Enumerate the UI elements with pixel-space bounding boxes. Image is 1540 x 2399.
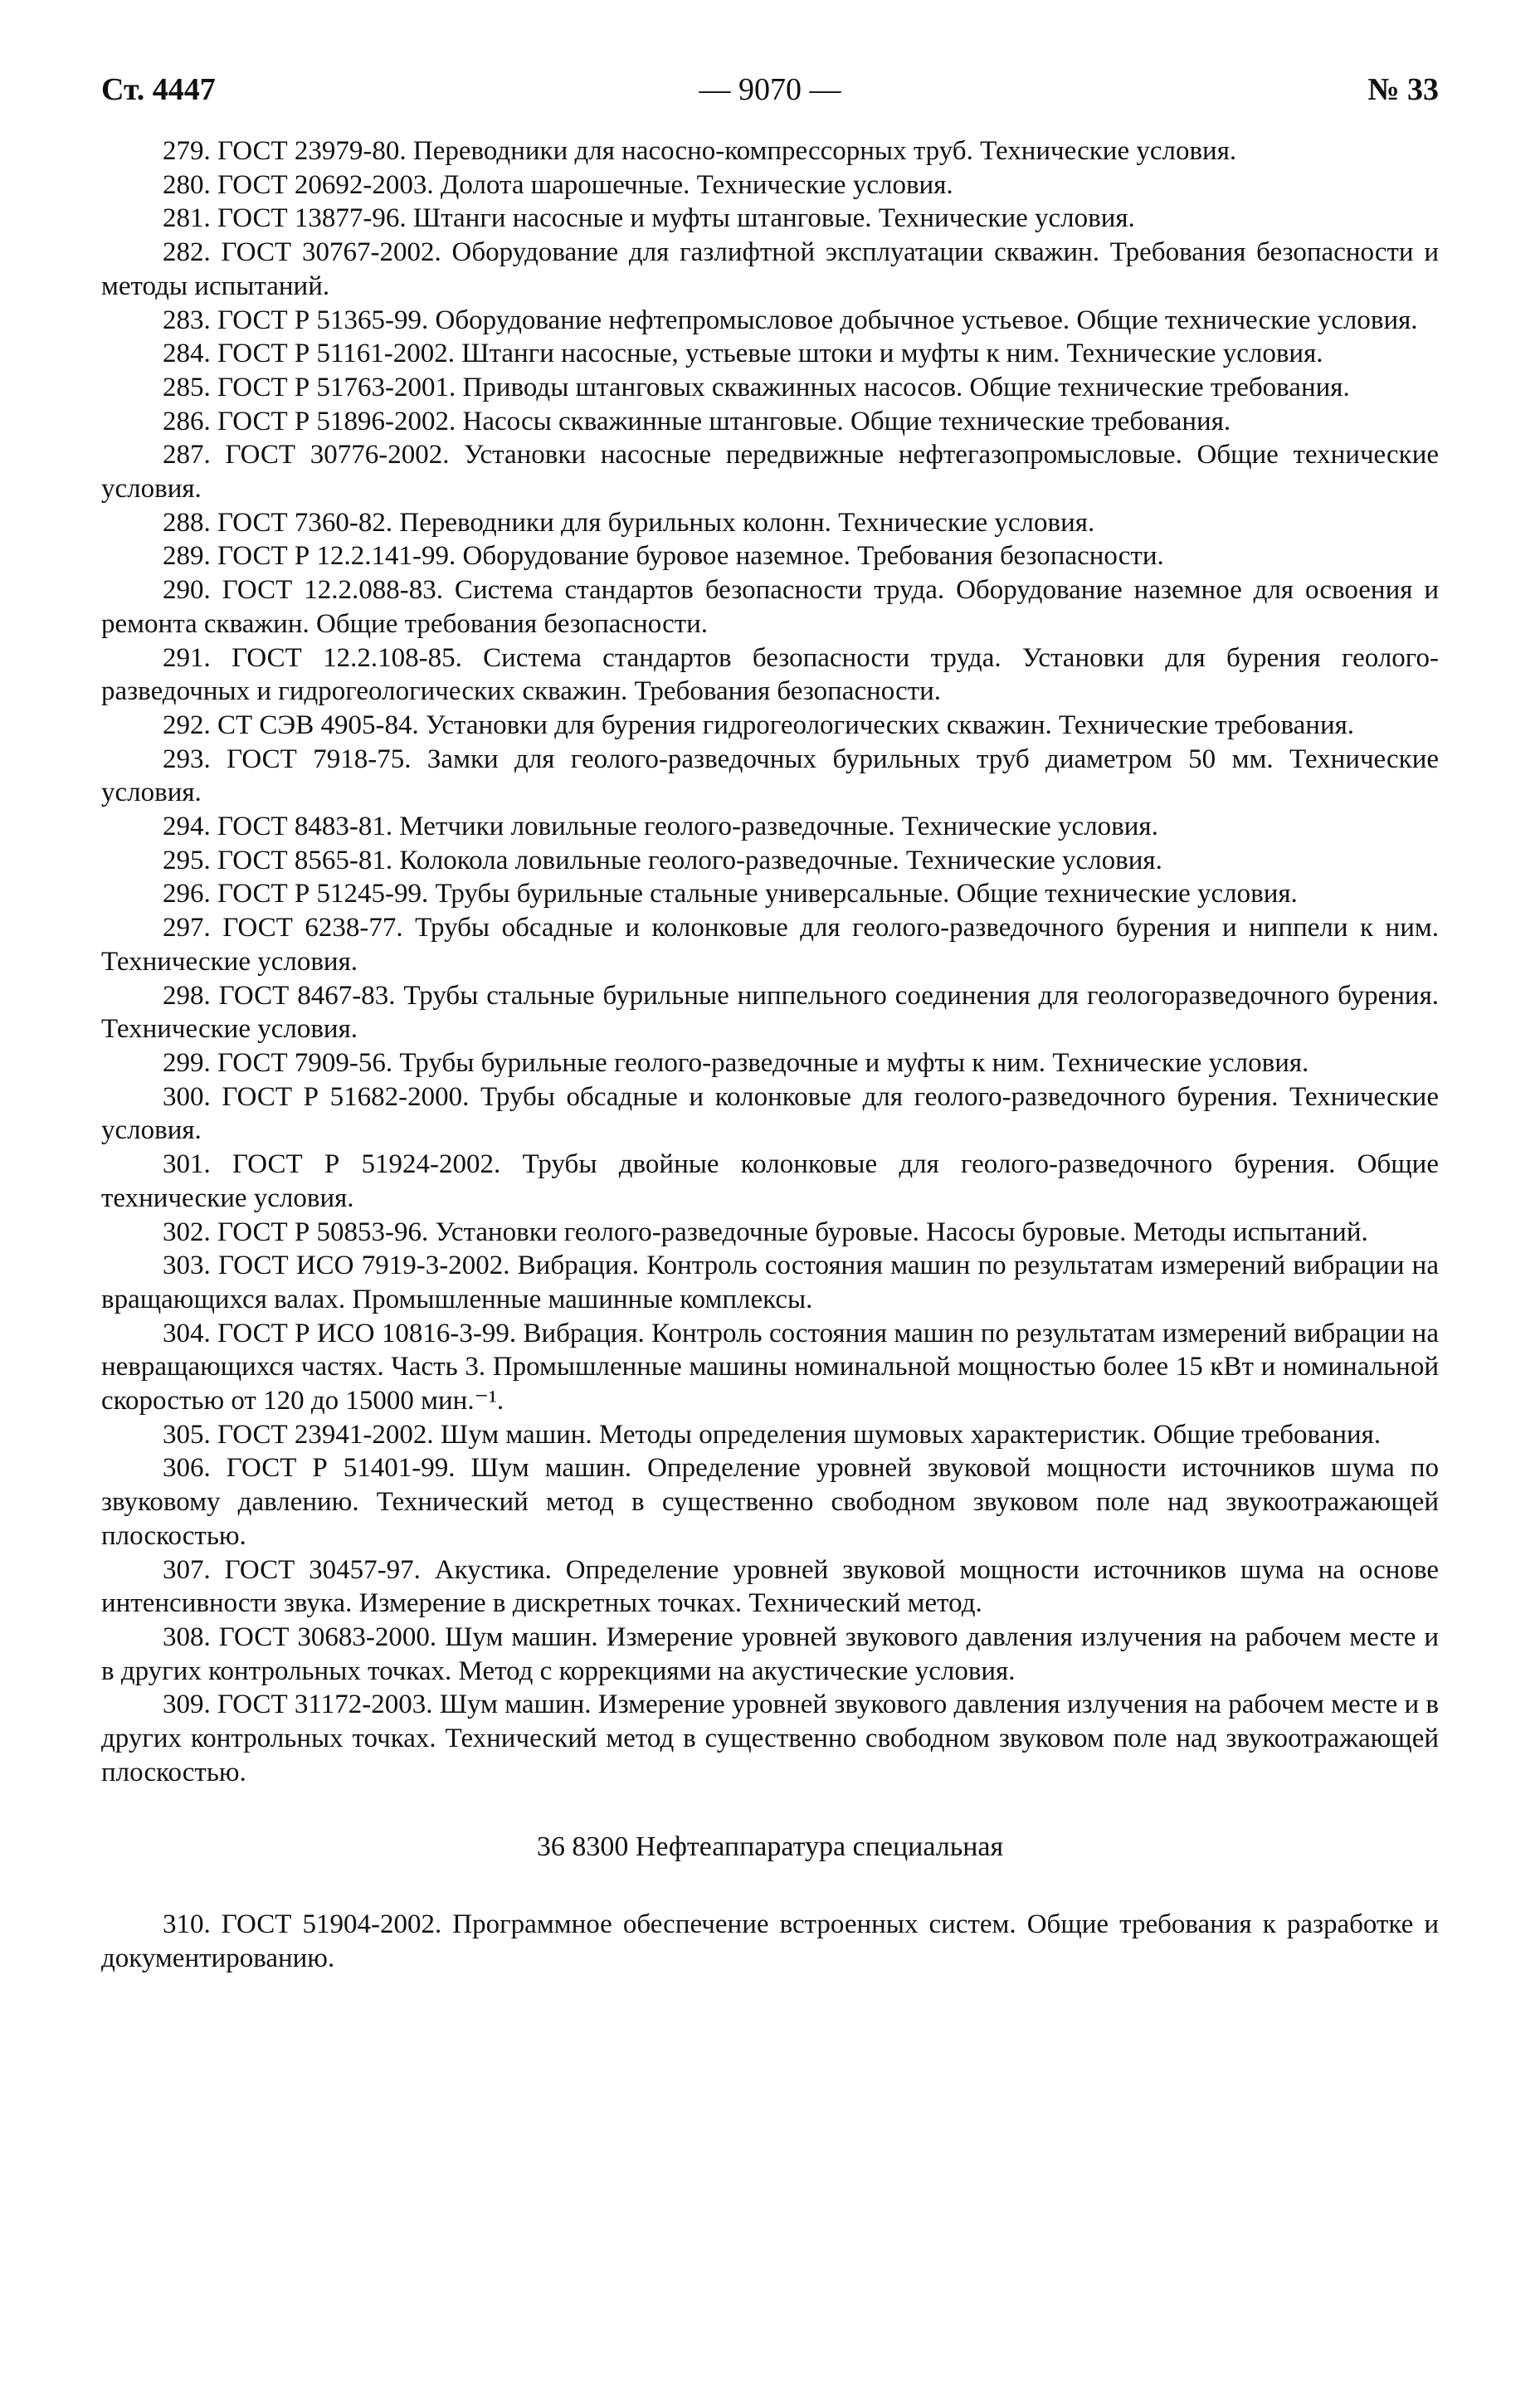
standard-entry: 280. ГОСТ 20692-2003. Долота шарошечные. Технические условия.: [163, 169, 953, 200]
standard-entry: 307. ГОСТ 30457-97. Акустика. Определение уровней звуковой мощности источников шума на основе интенсивности звука. Измерение в дискретных точках. Технический метод.: [101, 1554, 1439, 1619]
document-body: [101, 134, 1439, 1976]
standard-entry: 302. ГОСТ Р 50853-96. Установки геолого-разведочные буровые. Насосы буровые. Методы испытаний.: [163, 1217, 1368, 1247]
standard-entry: 279. ГОСТ 23979-80. Переводники для насосно-компрессорных труб. Технические условия.: [163, 136, 1237, 166]
standard-entry: 310. ГОСТ 51904-2002. Программное обеспечение встроенных систем. Общие требования к разработке и документированию.: [101, 1909, 1439, 1973]
standard-entry: 295. ГОСТ 8565-81. Колокола ловильные геолого-разведочные. Технические условия.: [163, 845, 1162, 875]
page-header: [101, 71, 1439, 118]
page-number: — 9070 —: [699, 72, 841, 107]
standard-entry: 287. ГОСТ 30776-2002. Установки насосные передвижные нефтегазопромысловые. Общие технические условия.: [101, 440, 1439, 505]
standard-entry: 285. ГОСТ Р 51763-2001. Приводы штанговых скважинных насосов. Общие технические требования.: [163, 372, 1350, 402]
standard-entry: 303. ГОСТ ИСО 7919-3-2002. Вибрация. Контроль состояния машин по результатам измерений вибрации на вращающихся валах. Промышленные машинные комплексы.: [101, 1251, 1439, 1314]
standard-entry: 292. СТ СЭВ 4905-84. Установки для бурения гидрогеологических скважин. Технические требования.: [163, 709, 1355, 740]
standard-entry: 298. ГОСТ 8467-83. Трубы стальные бурильные ниппельного соединения для геологоразведочного бурения. Технические условия.: [101, 980, 1439, 1045]
standard-entry: 284. ГОСТ Р 51161-2002. Штанги насосные, устьевые штоки и муфты к ним. Технические условия.: [163, 339, 1323, 369]
standard-entry: 293. ГОСТ 7918-75. Замки для геолого-разведочных бурильных труб диаметром 50 мм. Технические условия.: [101, 744, 1439, 808]
standard-entry: 294. ГОСТ 8483-81. Метчики ловильные геолого-разведочные. Технические условия.: [163, 812, 1158, 842]
section-heading: 36 8300 Нефтеаппаратура специальная: [536, 1831, 1004, 1863]
standard-entry: 288. ГОСТ 7360-82. Переводники для бурильных колонн. Технические условия.: [163, 507, 1095, 538]
standard-entry: 305. ГОСТ 23941-2002. Шум машин. Методы определения шумовых характеристик. Общие требования.: [163, 1419, 1382, 1450]
standard-entry: 289. ГОСТ Р 12.2.141-99. Оборудование буровое наземное. Требования безопасности.: [163, 541, 1164, 572]
standard-entry: 286. ГОСТ Р 51896-2002. Насосы скважинные штанговые. Общие технические требования.: [163, 406, 1231, 436]
standard-entry: 306. ГОСТ Р 51401-99. Шум машин. Определение уровней звуковой мощности источников шума по звуковому давлению. Технический метод в существенно свободном звуковом поле над звукоотражающей плоскостью.: [101, 1453, 1439, 1551]
standard-entry: 300. ГОСТ Р 51682-2000. Трубы обсадные и колонковые для геолого-разведочного бурения. Технические условия.: [101, 1081, 1439, 1146]
standard-entry: 296. ГОСТ Р 51245-99. Трубы бурильные стальные универсальные. Общие технические условия.: [163, 879, 1298, 909]
standard-entry: 301. ГОСТ Р 51924-2002. Трубы двойные колонковые для геолого-разведочного бурения. Общие технические условия.: [101, 1149, 1439, 1213]
standards-list: [101, 134, 1439, 1789]
standard-entry: 281. ГОСТ 13877-96. Штанги насосные и муфты штанговые. Технические условия.: [163, 203, 1135, 234]
standard-entry: 309. ГОСТ 31172-2003. Шум машин. Измерение уровней звукового давления излучения на рабочем месте и в других контрольных точках. Технический метод в существенно свободном звуковом поле над звукоотражающей плоскостью.: [101, 1690, 1439, 1787]
standard-entry: 291. ГОСТ 12.2.108-85. Система стандартов безопасности труда. Установки для бурения геолого-разведочных и гидрогеологических скважин. Требования безопасности.: [101, 642, 1439, 707]
standard-entry: 297. ГОСТ 6238-77. Трубы обсадные и колонковые для геолого-разведочного бурения и ниппели к ним. Технические условия.: [101, 913, 1439, 977]
standard-entry: 304. ГОСТ Р ИСО 10816-3-99. Вибрация. Контроль состояния машин по результатам измерений вибрации на невращающихся частях. Часть 3. Промышленные машины номинальной мощностью более 15 кВт и номинальной скоростью от 120 до 15000 мин.⁻¹.: [101, 1318, 1439, 1416]
page-article-number: Ст. 4447: [101, 72, 216, 107]
standards-list-continued: [101, 1908, 1439, 1975]
standard-entry: 299. ГОСТ 7909-56. Трубы бурильные геолого-разведочные и муфты к ним. Технические условия.: [163, 1047, 1309, 1078]
standard-entry: 290. ГОСТ 12.2.088-83. Система стандартов безопасности труда. Оборудование наземное для освоения и ремонта скважин. Общие требования безопасности.: [101, 575, 1439, 639]
issue-number: № 33: [1367, 72, 1439, 107]
standard-entry: 308. ГОСТ 30683-2000. Шум машин. Измерение уровней звукового давления излучения на рабочем месте и в других контрольных точках. Метод с коррекциями на акустические условия.: [101, 1621, 1439, 1686]
standard-entry: 283. ГОСТ Р 51365-99. Оборудование нефтепромысловое добычное устьевое. Общие технические условия.: [163, 305, 1418, 335]
standard-entry: 282. ГОСТ 30767-2002. Оборудование для газлифтной эксплуатации скважин. Требования безопасности и методы испытаний.: [101, 237, 1439, 301]
